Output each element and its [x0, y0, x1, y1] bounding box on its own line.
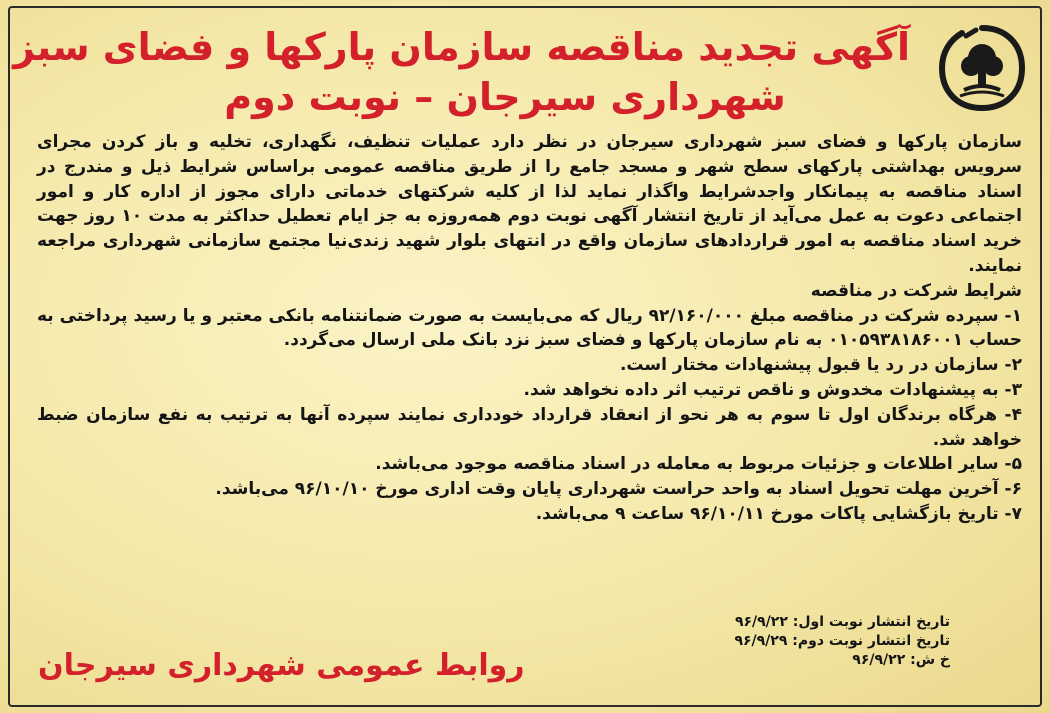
- condition-item: ۳- به پیشنهادات مخدوش و ناقص ترتیب اثر داده نخواهد شد.: [523, 379, 1022, 400]
- notice-body: [37, 130, 1022, 527]
- condition-item: ۵- سایر اطلاعات و جزئیات مربوط به معامله در اسناد مناقصه موجود می‌باشد.: [375, 454, 1022, 475]
- publication-dates: [650, 613, 950, 670]
- conditions-heading: شرایط شرکت در مناقصه: [810, 280, 1022, 301]
- condition-item: ۲- سازمان در رد یا قبول پیشنهادات مختار است.: [619, 355, 1022, 376]
- first-publication-date: تاریخ انتشار نوبت اول: ۹۶/۹/۲۲: [734, 614, 950, 630]
- second-publication-date: تاریخ انتشار نوبت دوم: ۹۶/۹/۲۹: [734, 633, 950, 649]
- park-tree-logo-icon: [936, 22, 1028, 114]
- notice-code: خ ش: ۹۶/۹/۲۲: [852, 652, 950, 668]
- intro-paragraph: سازمان پارکها و فضای سبز شهرداری سیرجان در نظر دارد عملیات تنظیف، نگهداری، تخلیه و باز کردن مجرای سرویس بهداشتی پارکهای سطح شهر و مسجد جامع را از طریق مناقصه عمومی براساس شرایط ذیل و مندرج در اسناد مناقصه به پیمانکار واجدشرایط واگذار نماید لذا از کلیه شرکتهای خدماتی دارای مجوز از اداره کار و امور اجتماعی دعوت به عمل می‌آید از تاریخ انتشار آگهی نوبت دوم همه‌روزه به جز ایام تعطیل حداکثر به مدت ۱۰ روز جهت خرید اسناد مناقصه به امور قراردادهای سازمان واقع در انتهای بلوار شهید زندی‌نیا مجتمع سازمانی شهرداری مراجعه نمایند.: [37, 132, 1022, 276]
- signature-public-relations: روابط عمومی شهرداری سیرجان: [38, 648, 525, 683]
- condition-item: ۴- هرگاه برندگان اول تا سوم به هر نحو از انعقاد قرارداد خودداری نمایند سپرده آنها به ترتیب به نفع سازمان ضبط خواهد شد.: [37, 404, 1022, 450]
- condition-item: ۷- تاریخ بازگشایی پاکات مورخ ۹۶/۱۰/۱۱ ساعت ۹ می‌باشد.: [535, 503, 1022, 524]
- condition-item: ۱- سپرده شرکت در مناقصه مبلغ ۹۲/۱۶۰/۰۰۰ ریال که می‌بایست به صورت ضمانتنامه بانکی معتبر و یا رسید پرداختی به حساب ۰۱۰۵۹۳۸۱۸۶۰۰۱ به نام سازمان پارکها و فضای سبز نزد بانک ملی ارسال می‌گردد.: [37, 305, 1022, 351]
- condition-item: ۶- آخرین مهلت تحویل اسناد به واحد حراست شهرداری پایان وقت اداری مورخ ۹۶/۱۰/۱۰ می‌باشد.: [215, 479, 1022, 500]
- notice-subtitle: شهرداری سیرجان – نوبت دوم: [224, 75, 786, 119]
- notice-title: آگهی تجدید مناقصه سازمان پارکها و فضای سبز: [13, 25, 910, 69]
